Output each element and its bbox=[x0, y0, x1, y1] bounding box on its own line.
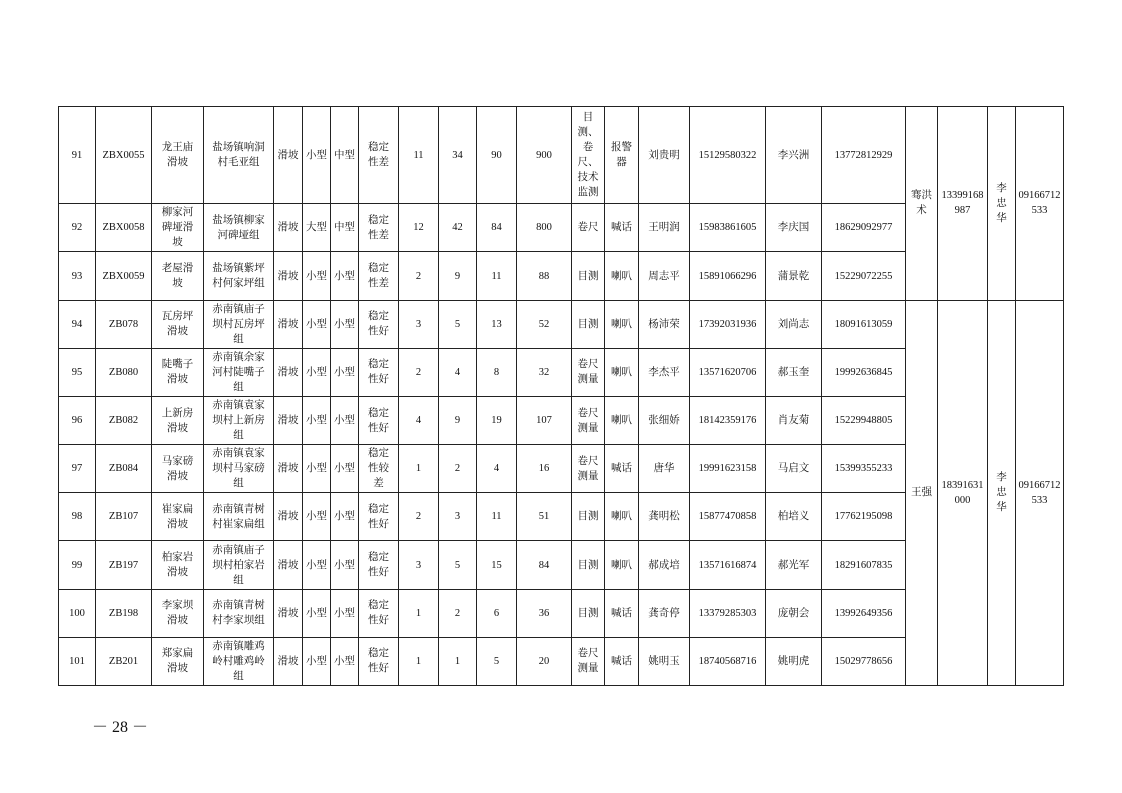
warning-method: 喇叭 bbox=[605, 493, 639, 541]
stability-status: 稳定性差 bbox=[359, 204, 399, 252]
hazard-scale: 小型 bbox=[303, 637, 331, 685]
hazard-type: 滑坡 bbox=[274, 445, 303, 493]
warning-method: 报警器 bbox=[605, 107, 639, 204]
group-responsible-phone: 13399168987 bbox=[938, 107, 988, 301]
hazard-code: ZB082 bbox=[96, 396, 152, 444]
stability-status: 稳定性好 bbox=[359, 396, 399, 444]
threat-value: 32 bbox=[517, 348, 572, 396]
row-number: 101 bbox=[59, 637, 96, 685]
hazard-type: 滑坡 bbox=[274, 396, 303, 444]
page-number: － 28 － bbox=[92, 719, 149, 736]
hazard-code: ZB201 bbox=[96, 637, 152, 685]
hazard-scale: 大型 bbox=[303, 204, 331, 252]
hazard-type: 滑坡 bbox=[274, 348, 303, 396]
monitor-person: 张细娇 bbox=[639, 396, 690, 444]
threat-value: 800 bbox=[517, 204, 572, 252]
contact-phone: 13992649356 bbox=[822, 589, 906, 637]
monitor-person: 唐华 bbox=[639, 445, 690, 493]
contact-phone: 15029778656 bbox=[822, 637, 906, 685]
monitor-phone: 13571616874 bbox=[690, 541, 766, 589]
people-count: 42 bbox=[439, 204, 477, 252]
hazard-level: 中型 bbox=[331, 107, 359, 204]
row-number: 92 bbox=[59, 204, 96, 252]
monitor-phone: 18740568716 bbox=[690, 637, 766, 685]
hazard-code: ZBX0055 bbox=[96, 107, 152, 204]
hazard-name: 李家坝滑坡 bbox=[152, 589, 204, 637]
stability-status: 稳定性好 bbox=[359, 348, 399, 396]
row-number: 97 bbox=[59, 445, 96, 493]
hazard-type: 滑坡 bbox=[274, 493, 303, 541]
households-count: 3 bbox=[399, 541, 439, 589]
hazard-level: 小型 bbox=[331, 252, 359, 300]
hazard-scale: 小型 bbox=[303, 348, 331, 396]
warning-method: 喊话 bbox=[605, 589, 639, 637]
group-expert: 李忠华 bbox=[988, 107, 1016, 301]
monitor-method: 目测 bbox=[572, 541, 605, 589]
hazard-location: 赤南镇袁家坝村马家磅组 bbox=[204, 445, 274, 493]
hazard-table bbox=[58, 106, 1064, 686]
households-count: 2 bbox=[399, 493, 439, 541]
hazard-code: ZB197 bbox=[96, 541, 152, 589]
hazard-name: 崔家扁滑坡 bbox=[152, 493, 204, 541]
households-count: 2 bbox=[399, 252, 439, 300]
hazard-scale: 小型 bbox=[303, 396, 331, 444]
people-count: 2 bbox=[439, 445, 477, 493]
hazard-level: 小型 bbox=[331, 300, 359, 348]
households-count: 2 bbox=[399, 348, 439, 396]
households-count: 11 bbox=[399, 107, 439, 204]
contact-phone: 18091613059 bbox=[822, 300, 906, 348]
monitor-method: 目测 bbox=[572, 493, 605, 541]
warning-method: 喊话 bbox=[605, 637, 639, 685]
monitor-phone: 15877470858 bbox=[690, 493, 766, 541]
hazard-name: 郑家扁滑坡 bbox=[152, 637, 204, 685]
monitor-person: 周志平 bbox=[639, 252, 690, 300]
people-count: 9 bbox=[439, 252, 477, 300]
hazard-location: 赤南镇青树村李家坝组 bbox=[204, 589, 274, 637]
threat-value: 51 bbox=[517, 493, 572, 541]
hazard-name: 柳家河碑垭滑坡 bbox=[152, 204, 204, 252]
stability-status: 稳定性好 bbox=[359, 493, 399, 541]
stability-status: 稳定性差 bbox=[359, 252, 399, 300]
hazard-code: ZBX0058 bbox=[96, 204, 152, 252]
hazard-location: 赤南镇青树村崔家扁组 bbox=[204, 493, 274, 541]
warning-method: 喇叭 bbox=[605, 348, 639, 396]
threat-value: 88 bbox=[517, 252, 572, 300]
hazard-type: 滑坡 bbox=[274, 252, 303, 300]
hazard-level: 小型 bbox=[331, 445, 359, 493]
threat-value: 36 bbox=[517, 589, 572, 637]
warning-method: 喇叭 bbox=[605, 300, 639, 348]
monitor-method: 目测 bbox=[572, 589, 605, 637]
property-value: 15 bbox=[477, 541, 517, 589]
hazard-scale: 小型 bbox=[303, 252, 331, 300]
threat-value: 52 bbox=[517, 300, 572, 348]
people-count: 5 bbox=[439, 300, 477, 348]
contact-person: 庞朝会 bbox=[766, 589, 822, 637]
hazard-name: 老屋滑坡 bbox=[152, 252, 204, 300]
monitor-method: 目测 bbox=[572, 300, 605, 348]
property-value: 6 bbox=[477, 589, 517, 637]
hazard-location: 赤南镇庙子坝村柏家岩组 bbox=[204, 541, 274, 589]
monitor-phone: 15983861605 bbox=[690, 204, 766, 252]
monitor-method: 目测、卷尺、技术监测 bbox=[572, 107, 605, 204]
group-responsible: 王强 bbox=[906, 300, 938, 685]
monitor-method: 卷尺测量 bbox=[572, 637, 605, 685]
property-value: 19 bbox=[477, 396, 517, 444]
hazard-level: 小型 bbox=[331, 637, 359, 685]
hazard-scale: 小型 bbox=[303, 300, 331, 348]
group-expert-phone: 09166712533 bbox=[1016, 300, 1064, 685]
row-number: 100 bbox=[59, 589, 96, 637]
monitor-method: 目测 bbox=[572, 252, 605, 300]
threat-value: 107 bbox=[517, 396, 572, 444]
contact-person: 蒲景乾 bbox=[766, 252, 822, 300]
hazard-type: 滑坡 bbox=[274, 589, 303, 637]
monitor-method: 卷尺测量 bbox=[572, 396, 605, 444]
hazard-type: 滑坡 bbox=[274, 107, 303, 204]
contact-person: 姚明虎 bbox=[766, 637, 822, 685]
property-value: 8 bbox=[477, 348, 517, 396]
monitor-phone: 17392031936 bbox=[690, 300, 766, 348]
warning-method: 喇叭 bbox=[605, 396, 639, 444]
households-count: 12 bbox=[399, 204, 439, 252]
hazard-code: ZBX0059 bbox=[96, 252, 152, 300]
contact-person: 李庆国 bbox=[766, 204, 822, 252]
contact-person: 肖友菊 bbox=[766, 396, 822, 444]
hazard-location: 赤南镇袁家坝村上新房组 bbox=[204, 396, 274, 444]
row-number: 95 bbox=[59, 348, 96, 396]
hazard-code: ZB107 bbox=[96, 493, 152, 541]
stability-status: 稳定性差 bbox=[359, 107, 399, 204]
contact-phone: 15399355233 bbox=[822, 445, 906, 493]
monitor-person: 龚奇停 bbox=[639, 589, 690, 637]
monitor-phone: 15129580322 bbox=[690, 107, 766, 204]
contact-person: 李兴洲 bbox=[766, 107, 822, 204]
stability-status: 稳定性好 bbox=[359, 541, 399, 589]
people-count: 2 bbox=[439, 589, 477, 637]
table-row bbox=[59, 300, 1064, 348]
stability-status: 稳定性好 bbox=[359, 637, 399, 685]
hazard-name: 马家磅滑坡 bbox=[152, 445, 204, 493]
hazard-level: 小型 bbox=[331, 396, 359, 444]
row-number: 91 bbox=[59, 107, 96, 204]
hazard-type: 滑坡 bbox=[274, 300, 303, 348]
monitor-phone: 13379285303 bbox=[690, 589, 766, 637]
hazard-scale: 小型 bbox=[303, 589, 331, 637]
contact-person: 刘尚志 bbox=[766, 300, 822, 348]
hazard-scale: 小型 bbox=[303, 493, 331, 541]
contact-person: 柏培义 bbox=[766, 493, 822, 541]
people-count: 4 bbox=[439, 348, 477, 396]
contact-phone: 15229072255 bbox=[822, 252, 906, 300]
contact-phone: 15229948805 bbox=[822, 396, 906, 444]
people-count: 9 bbox=[439, 396, 477, 444]
property-value: 4 bbox=[477, 445, 517, 493]
warning-method: 喊话 bbox=[605, 204, 639, 252]
monitor-phone: 13571620706 bbox=[690, 348, 766, 396]
monitor-person: 王明润 bbox=[639, 204, 690, 252]
hazard-type: 滑坡 bbox=[274, 204, 303, 252]
hazard-name: 上新房滑坡 bbox=[152, 396, 204, 444]
households-count: 1 bbox=[399, 445, 439, 493]
property-value: 84 bbox=[477, 204, 517, 252]
property-value: 90 bbox=[477, 107, 517, 204]
hazard-scale: 小型 bbox=[303, 541, 331, 589]
hazard-scale: 小型 bbox=[303, 107, 331, 204]
warning-method: 喊话 bbox=[605, 445, 639, 493]
hazard-name: 瓦房坪滑坡 bbox=[152, 300, 204, 348]
monitor-person: 郝成培 bbox=[639, 541, 690, 589]
row-number: 99 bbox=[59, 541, 96, 589]
people-count: 34 bbox=[439, 107, 477, 204]
monitor-person: 龚明松 bbox=[639, 493, 690, 541]
group-responsible: 骞洪术 bbox=[906, 107, 938, 301]
monitor-phone: 15891066296 bbox=[690, 252, 766, 300]
property-value: 5 bbox=[477, 637, 517, 685]
hazard-type: 滑坡 bbox=[274, 541, 303, 589]
contact-phone: 18291607835 bbox=[822, 541, 906, 589]
hazard-location: 赤南镇雕鸡岭村雕鸡岭组 bbox=[204, 637, 274, 685]
hazard-name: 柏家岩滑坡 bbox=[152, 541, 204, 589]
hazard-code: ZB080 bbox=[96, 348, 152, 396]
people-count: 5 bbox=[439, 541, 477, 589]
hazard-name: 龙王庙滑坡 bbox=[152, 107, 204, 204]
hazard-location: 赤南镇庙子坝村瓦房坪组 bbox=[204, 300, 274, 348]
monitor-phone: 18142359176 bbox=[690, 396, 766, 444]
contact-phone: 19992636845 bbox=[822, 348, 906, 396]
hazard-location: 盐场镇柳家河碑垭组 bbox=[204, 204, 274, 252]
stability-status: 稳定性好 bbox=[359, 300, 399, 348]
monitor-person: 刘贵明 bbox=[639, 107, 690, 204]
stability-status: 稳定性较差 bbox=[359, 445, 399, 493]
row-number: 98 bbox=[59, 493, 96, 541]
group-expert: 李忠华 bbox=[988, 300, 1016, 685]
property-value: 13 bbox=[477, 300, 517, 348]
monitor-method: 卷尺测量 bbox=[572, 445, 605, 493]
hazard-level: 小型 bbox=[331, 348, 359, 396]
contact-person: 郝光军 bbox=[766, 541, 822, 589]
hazard-location: 赤南镇余家河村陡嘴子组 bbox=[204, 348, 274, 396]
contact-phone: 17762195098 bbox=[822, 493, 906, 541]
people-count: 1 bbox=[439, 637, 477, 685]
hazard-location: 盐场镇响洞村毛亚组 bbox=[204, 107, 274, 204]
contact-person: 马启文 bbox=[766, 445, 822, 493]
threat-value: 900 bbox=[517, 107, 572, 204]
hazard-name: 陡嘴子滑坡 bbox=[152, 348, 204, 396]
table-row bbox=[59, 107, 1064, 204]
households-count: 1 bbox=[399, 637, 439, 685]
warning-method: 喇叭 bbox=[605, 252, 639, 300]
hazard-location: 盐场镇紫坪村何家坪组 bbox=[204, 252, 274, 300]
monitor-method: 卷尺 bbox=[572, 204, 605, 252]
hazard-type: 滑坡 bbox=[274, 637, 303, 685]
contact-phone: 13772812929 bbox=[822, 107, 906, 204]
people-count: 3 bbox=[439, 493, 477, 541]
monitor-person: 李杰平 bbox=[639, 348, 690, 396]
monitor-method: 卷尺测量 bbox=[572, 348, 605, 396]
row-number: 94 bbox=[59, 300, 96, 348]
hazard-scale: 小型 bbox=[303, 445, 331, 493]
hazard-code: ZB078 bbox=[96, 300, 152, 348]
contact-person: 郝玉奎 bbox=[766, 348, 822, 396]
households-count: 1 bbox=[399, 589, 439, 637]
group-responsible-phone: 18391631000 bbox=[938, 300, 988, 685]
hazard-level: 小型 bbox=[331, 541, 359, 589]
contact-phone: 18629092977 bbox=[822, 204, 906, 252]
hazard-code: ZB198 bbox=[96, 589, 152, 637]
households-count: 4 bbox=[399, 396, 439, 444]
hazard-level: 中型 bbox=[331, 204, 359, 252]
property-value: 11 bbox=[477, 493, 517, 541]
stability-status: 稳定性好 bbox=[359, 589, 399, 637]
monitor-person: 姚明玉 bbox=[639, 637, 690, 685]
row-number: 96 bbox=[59, 396, 96, 444]
monitor-person: 杨沛荣 bbox=[639, 300, 690, 348]
warning-method: 喇叭 bbox=[605, 541, 639, 589]
row-number: 93 bbox=[59, 252, 96, 300]
threat-value: 16 bbox=[517, 445, 572, 493]
monitor-phone: 19991623158 bbox=[690, 445, 766, 493]
property-value: 11 bbox=[477, 252, 517, 300]
hazard-level: 小型 bbox=[331, 589, 359, 637]
households-count: 3 bbox=[399, 300, 439, 348]
hazard-level: 小型 bbox=[331, 493, 359, 541]
hazard-code: ZB084 bbox=[96, 445, 152, 493]
threat-value: 20 bbox=[517, 637, 572, 685]
group-expert-phone: 09166712533 bbox=[1016, 107, 1064, 301]
threat-value: 84 bbox=[517, 541, 572, 589]
